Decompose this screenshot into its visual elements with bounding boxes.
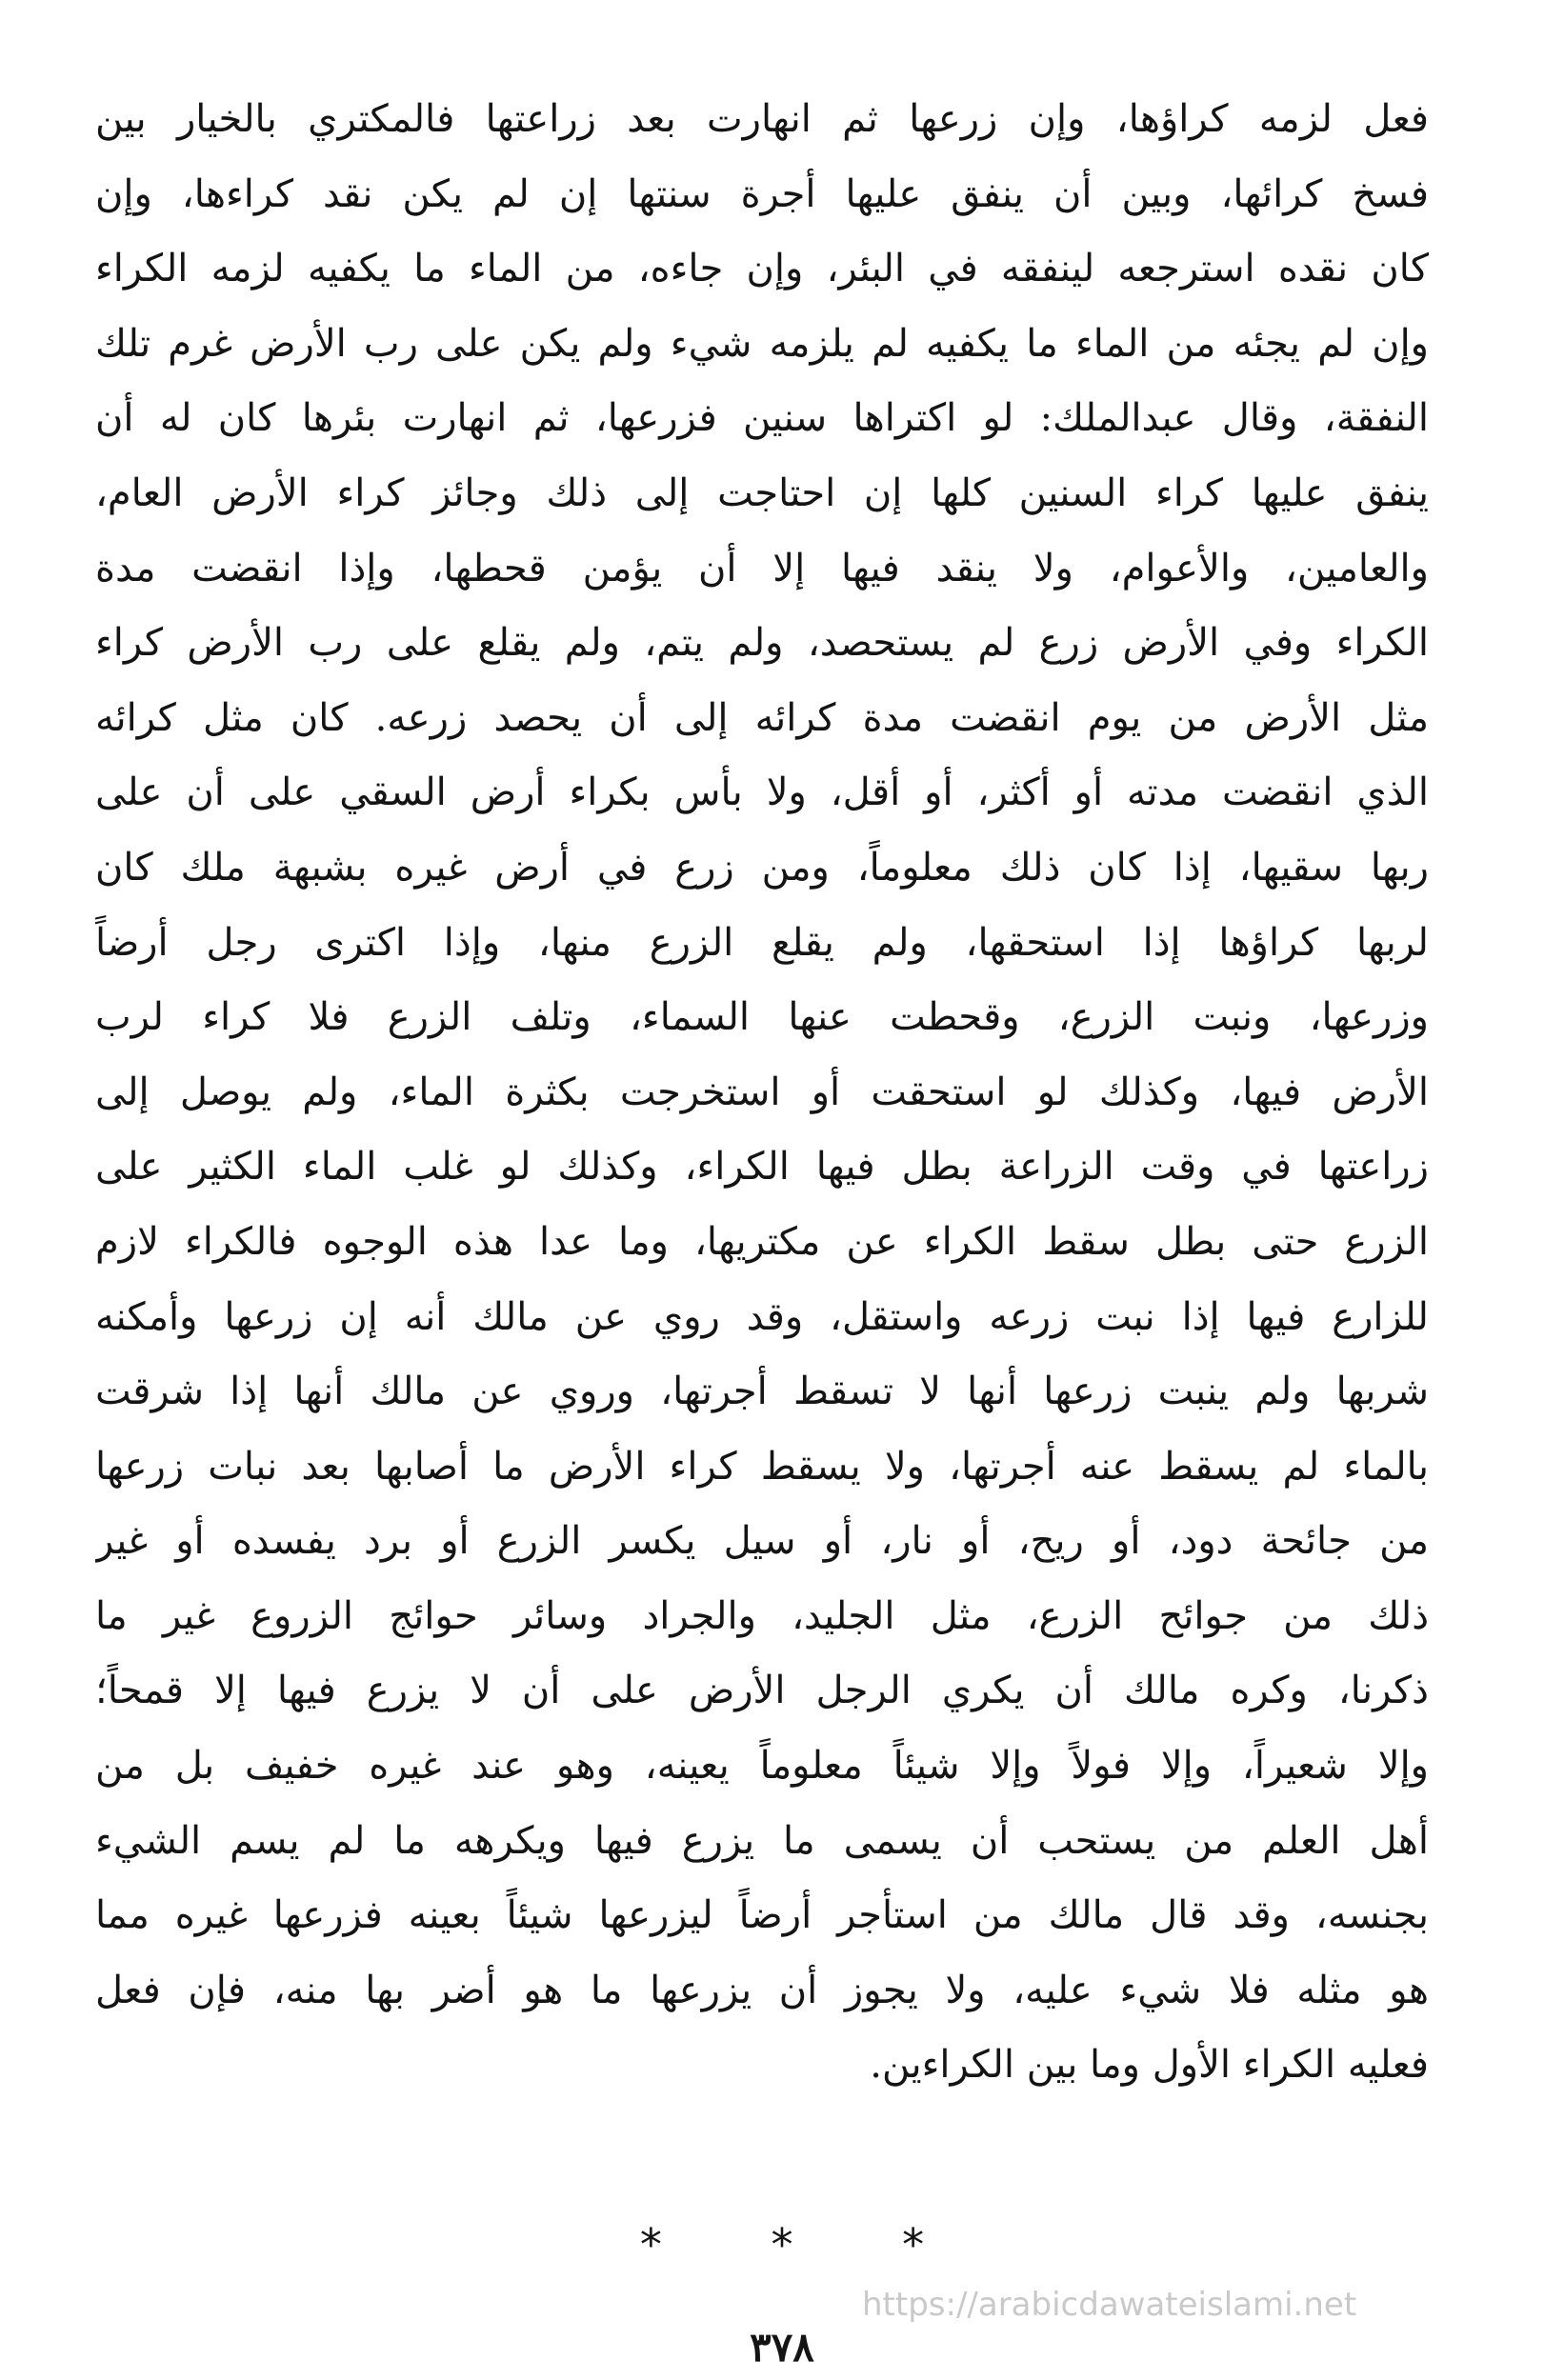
text-line: ربها سقيها، إذا كان ذلك معلوماً، ومن زرع في أرض غيره بشبهة ملك كان: [95, 845, 1429, 890]
page-number: ٣٧٨: [750, 2324, 814, 2370]
text-line: وزرعها، ونبت الزرع، وقحطت عنها السماء، وتلف الزرع فلا كراء لرب: [95, 995, 1429, 1040]
text-line: للزارع فيها إذا نبت زرعه واستقل، وقد روي عن مالك أنه إن زرعها وأمكنه: [95, 1294, 1429, 1339]
text-line: كان نقده استرجعه لينفقه في البئر، وإن جاءه، من الماء ما يكفيه لزمه الكراء: [95, 247, 1429, 291]
text-line: النفقة، وقال عبدالملك: لو اكتراها سنين فزرعها، ثم انهارت بئرها كان له أن: [95, 396, 1429, 441]
text-line: بالماء لم يسقط عنه أجرتها، ولا يسقط كراء الأرض ما أصابها بعد نبات زرعها: [95, 1444, 1429, 1489]
text-line: ينفق عليها كراء السنين كلها إن احتاجت إلى ذلك وجائز كراء الأرض العام،: [95, 470, 1429, 515]
text-line: أهل العلم من يستحب أن يسمى ما يزرع فيها ويكرهه ما لم يسم الشيء: [95, 1818, 1429, 1863]
text-line: زراعتها في وقت الزراعة بطل فيها الكراء، وكذلك لو غلب الماء الكثير على: [95, 1145, 1429, 1190]
text-line: ذكرنا، وكره مالك أن يكري الرجل الأرض على أن لا يزرع فيها إلا قمحاً؛: [95, 1669, 1429, 1713]
text-line: الأرض فيها، وكذلك لو استحقت أو استخرجت بكثرة الماء، ولم يوصل إلى: [95, 1070, 1429, 1114]
text-line: الزرع حتى بطل سقط الكراء عن مكتريها، وما عدا هذه الوجوه فالكراء لازم: [95, 1219, 1429, 1264]
text-line: هو مثله فلا شيء عليه، ولا يجوز أن يزرعها ما هو أضر بها منه، فإن فعل: [95, 1968, 1429, 2012]
text-line: بجنسه، وقد قال مالك من استأجر أرضاً ليزرعها شيئاً بعينه فزرعها غيره مما: [95, 1893, 1429, 1938]
text-line: الكراء وفي الأرض زرع لم يستحصد، ولم يتم، ولم يقلع على رب الأرض كراء: [95, 621, 1429, 666]
text-line: وإن لم يجئه من الماء ما يكفيه لم يلزمه شيء ولم يكن على رب الأرض غرم تلك: [95, 321, 1429, 366]
body-text: [95, 82, 1429, 2103]
text-line: شربها ولم ينبت زرعها أنها لا تسقط أجرتها، وروي عن مالك أنها إذا شرقت: [95, 1370, 1429, 1414]
page-body: [95, 82, 1429, 2103]
text-line: ذلك من جوائح الزرع، مثل الجليد، والجراد وسائر حوائج الزروع غير ما: [95, 1593, 1429, 1638]
watermark-url: https://arabicdawateislami.net: [862, 2286, 1357, 2324]
text-line: فعليه الكراء الأول وما بين الكراءين.: [870, 2043, 1429, 2088]
text-line: وإلا شعيراً، وإلا فولاً وإلا شيئاً معلوماً يعينه، وهو عند غيره خفيف بل من: [95, 1744, 1429, 1789]
text-line: لربها كراؤها إذا استحقها، ولم يقلع الزرع منها، وإذا اكترى رجل أرضاً: [95, 920, 1429, 965]
text-line: مثل الأرض من يوم انقضت مدة كرائه إلى أن يحصد زرعه. كان مثل كرائه: [95, 695, 1429, 740]
text-line: من جائحة دود، أو ريح، أو نار، أو سيل يكسر الزرع أو برد يفسده أو غير: [95, 1519, 1429, 1564]
text-line: والعامين، والأعوام، ولا ينقد فيها إلا أن يؤمن قحطها، وإذا انقضت مدة: [95, 546, 1429, 590]
text-line: فسخ كرائها، وبين أن ينفق عليها أجرة سنتها إن لم يكن نقد كراءها، وإن: [95, 171, 1429, 216]
text-line: فعل لزمه كراؤها، وإن زرعها ثم انهارت بعد زراعتها فالمكتري بالخيار بين: [95, 97, 1429, 141]
text-line: الذي انقضت مدته أو أكثر، أو أقل، ولا بأس بكراء أرض السقي على أن على: [95, 770, 1429, 815]
section-separator: * * *: [639, 2219, 972, 2270]
